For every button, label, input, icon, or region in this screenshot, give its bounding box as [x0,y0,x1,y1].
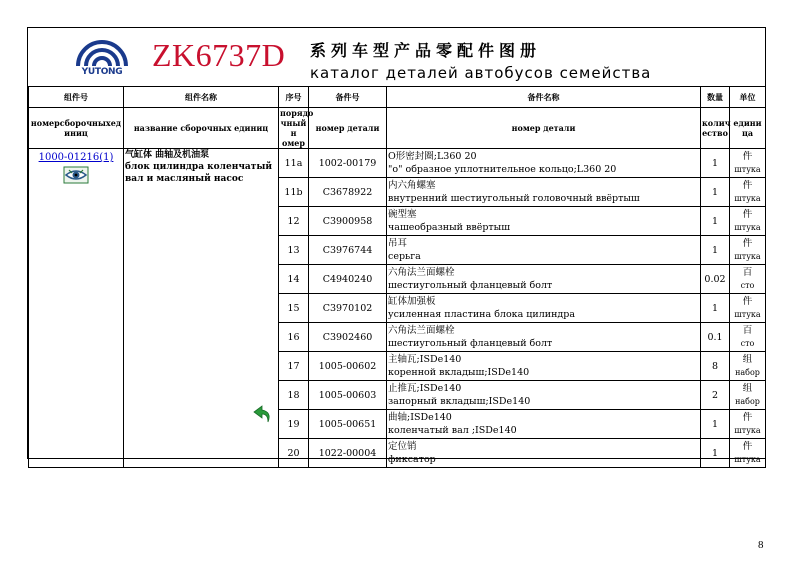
part-name-cell [387,439,701,468]
catalog-title-cn: 系列车型产品零配件图册 [310,41,542,60]
unit-cell [730,352,766,381]
parts-table [28,86,766,468]
col-unit-ru: едини ца [730,108,766,149]
col-part-name-ru: номер детали [387,108,701,149]
part-name-ru: коленчатый вал ;ISDe140 [388,425,517,436]
eye-icon[interactable] [63,166,89,184]
unit-cell [730,439,766,468]
logo-text: YUTONG [81,67,123,77]
unit-cn: 件 [742,151,753,162]
part-name-ru: усиленная пластина блока цилиндра [388,309,576,320]
part-name-cn: 内六角螺塞 [388,180,436,191]
yutong-logo-icon [70,36,134,82]
part-name-cell [387,149,701,178]
group-name-ru: блок цилиндра коленчатый вал и масляный насос [125,162,273,184]
unit-cell [730,178,766,207]
qty-cell: 2 [701,381,730,410]
catalog-title-ru: каталог деталей автобусов семейства [310,64,652,82]
part-name-cn: 止推瓦;ISDe140 [388,383,462,394]
seq-cell: 14 [279,265,309,294]
part-name-cn: 缸体加强板 [388,296,436,307]
seq-cell: 12 [279,207,309,236]
seq-cell: 18 [279,381,309,410]
unit-ru: штука [734,310,761,319]
catalog-header [28,28,765,87]
part-name-cell [387,236,701,265]
part-no-cell: 1002-00179 [309,149,387,178]
part-no-cell: C3678922 [309,178,387,207]
unit-ru: набор [735,397,760,406]
unit-cn: 组 [742,383,753,394]
part-name-cell [387,207,701,236]
part-no-cell: C3902460 [309,323,387,352]
group-name-cn: 气缸体 曲轴及机油泵 [125,150,210,160]
unit-cn: 百 [742,325,753,336]
part-name-cn: 碗型塞 [388,209,417,220]
part-name-cn: 吊耳 [388,238,408,249]
unit-cn: 件 [742,412,753,423]
part-no-cell: C3976744 [309,236,387,265]
part-name-cell [387,323,701,352]
unit-cn: 百 [742,267,753,278]
qty-cell: 1 [701,410,730,439]
unit-ru: штука [734,165,761,174]
unit-cn: 件 [742,209,753,220]
part-name-ru: фиксатор [388,454,436,465]
seq-cell: 15 [279,294,309,323]
col-qty-cn: 数量 [701,87,730,108]
qty-cell: 0.1 [701,323,730,352]
part-name-cell [387,265,701,294]
unit-cell [730,207,766,236]
part-name-cn: 六角法兰面螺栓 [388,325,455,336]
part-name-ru: коренной вкладыш;ISDe140 [388,367,530,378]
col-group-name-ru: название сборочных единиц [124,108,279,149]
part-name-ru: шестиугольный фланцевый болт [388,338,553,349]
col-part-no-cn: 备件号 [309,87,387,108]
col-group-no-cn: 组件号 [29,87,124,108]
seq-cell: 19 [279,410,309,439]
unit-cn: 件 [742,296,753,307]
part-no-cell: 1005-00602 [309,352,387,381]
unit-cn: 件 [742,238,753,249]
unit-cell [730,236,766,265]
unit-ru: набор [735,368,760,377]
unit-cn: 件 [742,441,753,452]
part-no-cell: 1005-00603 [309,381,387,410]
unit-ru: сто [740,339,755,348]
unit-cell [730,149,766,178]
part-no-cell: C4940240 [309,265,387,294]
qty-cell: 8 [701,352,730,381]
col-unit-cn: 单位 [730,87,766,108]
part-no-cell: C3900958 [309,207,387,236]
part-name-cell [387,352,701,381]
part-name-ru: чашеобразный ввёртыш [388,222,511,233]
qty-cell: 1 [701,294,730,323]
seq-cell: 16 [279,323,309,352]
col-group-name-cn: 组件名称 [124,87,279,108]
seq-cell: 20 [279,439,309,468]
part-name-cn: 曲轴;ISDe140 [388,412,452,423]
part-name-ru: "о" образное уплотнительное кольцо;L360 20 [388,164,617,175]
seq-cell: 11a [279,149,309,178]
unit-ru: штука [734,223,761,232]
unit-cn: 组 [742,354,753,365]
part-name-cell [387,410,701,439]
col-seq-cn: 序号 [279,87,309,108]
unit-cell [730,294,766,323]
part-name-ru: серьга [388,251,421,262]
part-no-cell: 1005-00651 [309,410,387,439]
unit-ru: штука [734,426,761,435]
header-row-cn [29,87,766,108]
unit-ru: штука [734,194,761,203]
unit-ru: сто [740,281,755,290]
part-name-cn: 六角法兰面螺栓 [388,267,455,278]
col-part-no-ru: номер детали [309,108,387,149]
unit-cell [730,323,766,352]
seq-cell: 11b [279,178,309,207]
unit-cell [730,410,766,439]
seq-cell: 13 [279,236,309,265]
qty-cell: 1 [701,439,730,468]
col-seq-ru: порядо чный н омер [280,108,314,148]
col-qty-ru: колич ество [701,108,730,149]
part-name-cell [387,294,701,323]
col-part-name-cn: 备件名称 [387,87,701,108]
col-group-no-ru: номерсборочныхед иниц [29,108,124,149]
group-number-link[interactable]: 1000-01216(1) [38,152,114,163]
part-name-ru: внутренний шестиугольный головочный ввёртыш [388,193,640,204]
unit-cn: 件 [742,180,753,191]
seq-cell: 17 [279,352,309,381]
qty-cell: 1 [701,178,730,207]
qty-cell: 1 [701,207,730,236]
part-no-cell: 1022-00004 [309,439,387,468]
unit-cell [730,381,766,410]
part-name-ru: шестиугольный фланцевый болт [388,280,553,291]
back-arrow-icon[interactable] [252,402,274,424]
part-name-cn: 主轴瓦;ISDe140 [388,354,462,365]
part-name-cell [387,381,701,410]
part-no-cell: C3970102 [309,294,387,323]
part-name-cell [387,178,701,207]
qty-cell: 0.02 [701,265,730,294]
qty-cell: 1 [701,236,730,265]
catalog-page [27,27,766,465]
table-row [29,149,766,178]
unit-ru: штука [734,252,761,261]
unit-cell [730,265,766,294]
model-title: ZK6737D [152,37,286,73]
part-name-cn: O形密封圈;L360 20 [388,151,477,162]
header-row-ru [29,108,766,149]
qty-cell: 1 [701,149,730,178]
part-name-cn: 定位销 [388,441,417,452]
unit-ru: штука [734,455,761,464]
group-number-cell [29,149,124,468]
page-number: 8 [758,539,764,551]
part-name-ru: запорный вкладыш;ISDe140 [388,396,531,407]
